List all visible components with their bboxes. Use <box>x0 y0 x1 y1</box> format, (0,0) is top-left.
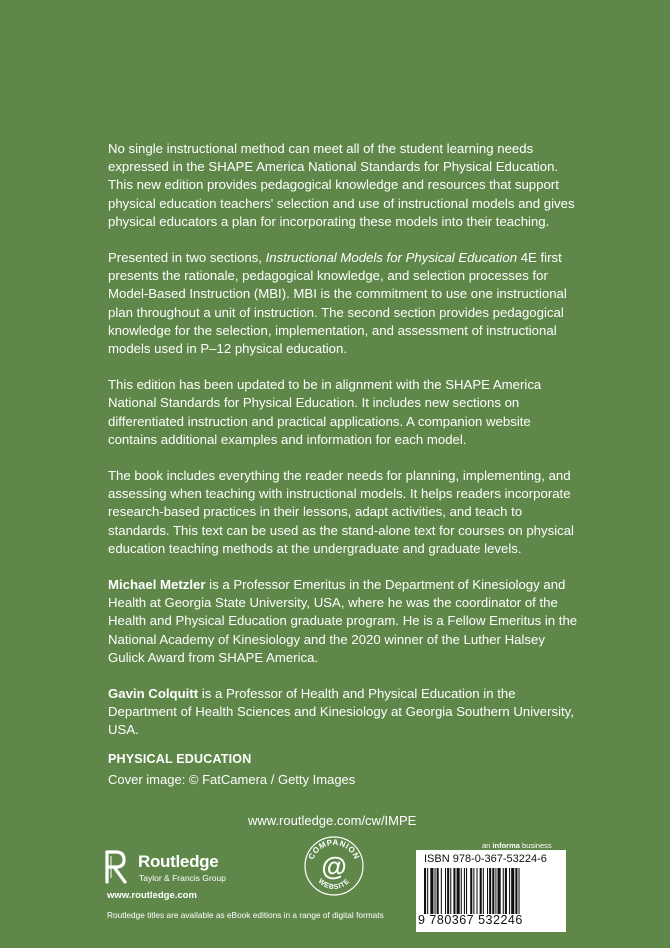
companion-top-text: COMPANION <box>306 837 362 861</box>
barcode-icon <box>422 868 560 914</box>
companion-website-badge <box>303 835 365 897</box>
description-paragraph-4: The book includes everything the reader needs for planning, implementing, and assessing when teaching with instructional models. It helps readers incorporate research-based practices in their lessons, adapt activities, and teach to standards. This text can be used as the stand-alone text for courses on physical education teaching methods at the undergraduate and graduate levels. <box>108 468 574 556</box>
isbn-label: ISBN 978-0-367-53224-6 <box>424 853 547 865</box>
paragraph-2-rest: 4E first presents the rationale, pedagogical knowledge, and selection processes for Model-Based Instruction (MBI). MBI is the commitment to use one instructional plan throughout a unit of instruction. The second section provides pedagogical knowledge for the selection, implementation, and assessment of instructional models used in P–12 physical education. <box>108 250 567 357</box>
companion-website-url[interactable]: www.routledge.com/cw/IMPE <box>248 813 417 828</box>
informa-business-tag <box>482 841 552 850</box>
book-title: Instructional Models for Physical Education <box>265 250 518 266</box>
routledge-brand: Routledge <box>138 852 219 871</box>
paragraph-2-lead: Presented in two sections, <box>108 250 266 266</box>
companion-bottom-text: WEBSITE <box>316 877 352 892</box>
description-paragraph-3: This edition has been updated to be in alignment with the SHAPE America National Standards for Physical Education. It includes new sections on differentiated instruction and practical applications. A companion website contains additional examples and information for each model. <box>108 377 542 447</box>
cover-credit: Cover image: © FatCamera / Getty Images <box>108 772 356 787</box>
routledge-r-icon <box>104 848 134 888</box>
barcode-number: 9 780367 532246 <box>418 913 523 927</box>
routledge-url[interactable]: www.routledge.com <box>107 890 197 901</box>
informa-suffix: business <box>519 841 552 850</box>
author-name-1: Michael Metzler <box>108 577 206 593</box>
informa-name: informa <box>492 841 520 850</box>
isbn-barcode-box <box>416 850 566 932</box>
description-paragraph-1: No single instructional method can meet all of the student learning needs expressed in the SHAPE America National Standards for Physical Education. This new edition provides pedagogical knowledge and resources that support physical education teachers' selection and use of instructional models and gives physical educators a plan for incorporating these models into their teaching. <box>108 141 575 229</box>
at-sign-icon: @ <box>321 851 347 881</box>
description-block <box>108 140 578 758</box>
author-bio-1 <box>108 576 578 667</box>
author-bio-text-2: is a Professor of Health and Physical Education in the Department of Health Sciences and Kinesiology at Georgia Southern University, USA. <box>108 686 574 738</box>
author-bio-text-1: is a Professor Emeritus in the Department of Kinesiology and Health at Georgia State University, USA, where he was the coordinator of the Health and Physical Education graduate program. He is a Fellow Emeritus in the National Academy of Kinesiology and the 2020 winner of the Luther Halsey Gulick Award from SHAPE America. <box>108 577 578 665</box>
ebook-note: Routledge titles are available as eBook editions in a range of digital formats <box>107 910 384 920</box>
description-paragraph-2 <box>108 249 578 358</box>
subject-category: PHYSICAL EDUCATION <box>108 752 252 766</box>
taylor-francis-group: Taylor & Francis Group <box>139 873 226 883</box>
routledge-logo <box>104 848 254 896</box>
author-bio-2 <box>108 685 578 740</box>
author-name-2: Gavin Colquitt <box>108 686 199 702</box>
informa-prefix: an <box>482 841 493 850</box>
